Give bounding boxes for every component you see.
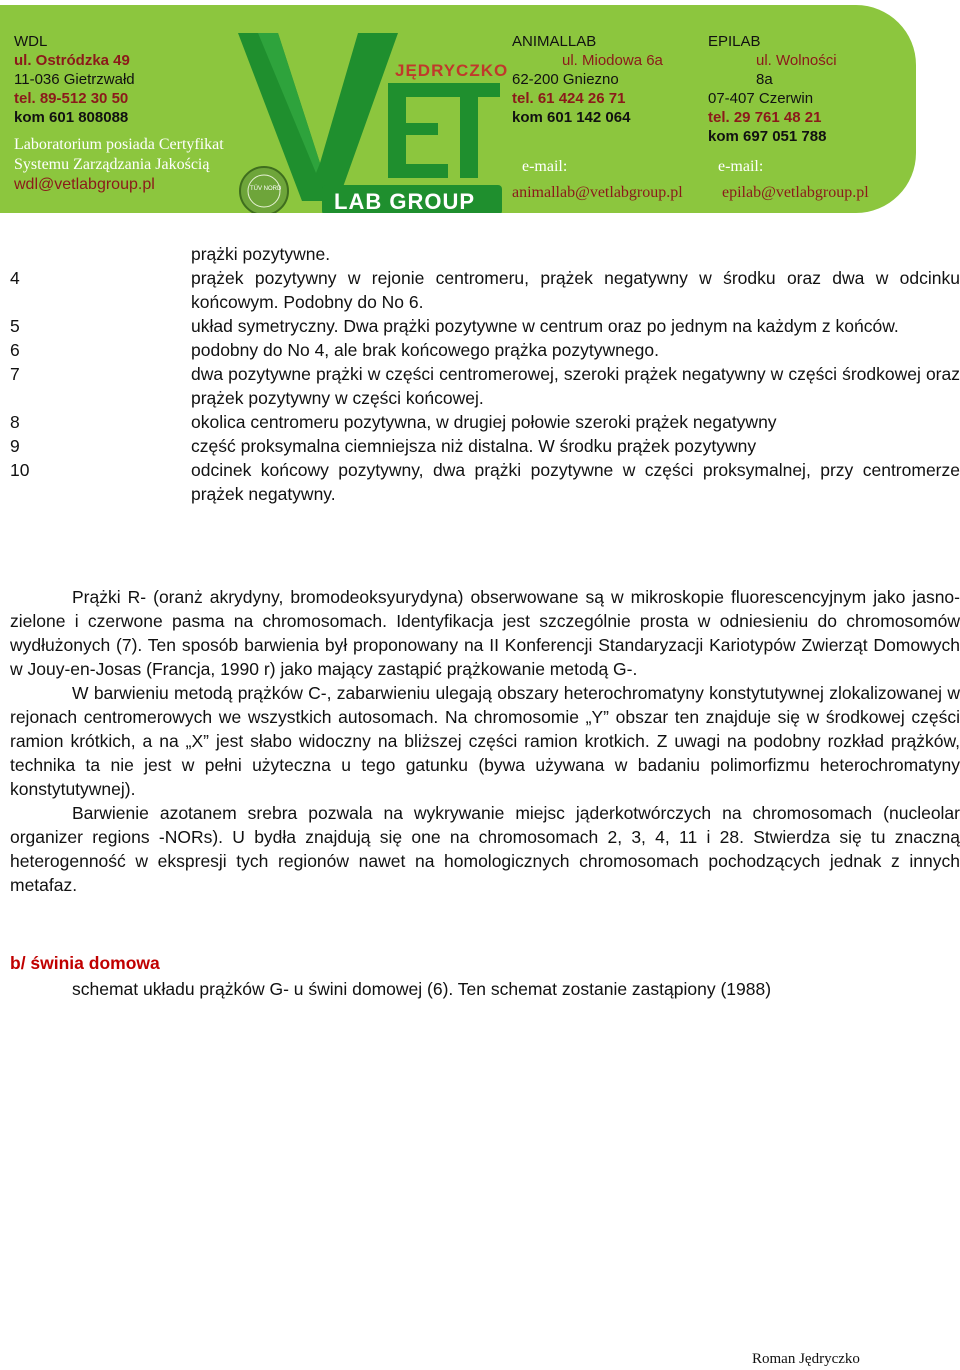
vet-lab-group-logo-graphic bbox=[238, 23, 508, 213]
wdl-email-link[interactable]: wdl@vetlabgroup.pl bbox=[14, 176, 155, 193]
list-item-number: 6 bbox=[10, 340, 20, 360]
list-item bbox=[0, 314, 960, 338]
section-intro-line: schemat układu prążków G- u świni domowej (6). Ten schemat zostanie zastąpiony (1988) bbox=[72, 979, 772, 999]
animallab-contact-block bbox=[512, 32, 683, 201]
epilab-city: 07-407 Czerwin bbox=[708, 90, 814, 107]
paragraph-c-banding: W barwieniu metodą prążków C-, zabarwieniu ulegają obszary heterochromatyny konstytutywnej zlokalizowanej w rejonach centromerowych we wszystkich autosomach. Na chromosomie „Y” obszar ten znajduje się w środkowej części ramion krótkich, a na „X” jest słabo widoczny na bliższej części ramion krotkich. Z uwagi na podobny rozkład prążków, technika ta nie jest w pełni użyteczna u tego gatunku (bywa używana w badaniu polimorfizmu heterochromatyny konstytutywnej). bbox=[10, 683, 960, 799]
wdl-kom: kom 601 808088 bbox=[14, 109, 129, 126]
list-item-number: 5 bbox=[10, 316, 20, 336]
list-item bbox=[0, 458, 960, 506]
list-item-text: prążek pozytywny w rejonie centromeru, prążek negatywny w środku oraz dwa w odcinku końcowym. Podobny do No 6. bbox=[191, 268, 960, 312]
list-item-text: podobny do No 4, ale brak końcowego prążka pozytywnego. bbox=[191, 340, 659, 360]
animallab-email-link[interactable]: animallab@vetlabgroup.pl bbox=[512, 184, 683, 201]
list-item-number: 9 bbox=[10, 436, 20, 456]
list-item-number: 7 bbox=[10, 364, 20, 384]
wdl-street: ul. Ostródzka 49 bbox=[14, 52, 130, 69]
certificate-line-1: Laboratorium posiada Certyfikat bbox=[14, 136, 224, 153]
wdl-name: WDL bbox=[14, 33, 48, 50]
wdl-city: 11-036 Gietrzwałd bbox=[14, 71, 135, 88]
logo-subtitle: LAB GROUP bbox=[334, 189, 475, 213]
vet-lab-group-logo bbox=[238, 23, 508, 213]
epilab-email-link[interactable]: epilab@vetlabgroup.pl bbox=[722, 184, 869, 201]
epilab-email-label: e-mail: bbox=[718, 158, 764, 175]
certificate-note bbox=[14, 135, 224, 175]
paragraph-silver-staining: Barwienie azotanem srebra pozwala na wykrywanie miejsc jąderkotwórczych na chromosomach (nucleolar organizer regions -NORs). U bydła znajdują się one na chromosomach 2, 3, 4, 11 i 28. Stwierdza się tu znaczną heterogenność w ekspresji tych regionów nawet na homologicznych chromosomach pochodzących jednak z innych metafaz. bbox=[10, 803, 960, 895]
list-item bbox=[0, 434, 960, 458]
animallab-email-label: e-mail: bbox=[522, 158, 568, 175]
list-item bbox=[0, 410, 960, 434]
animallab-city: 62-200 Gniezno bbox=[512, 71, 619, 88]
chromosome-description-list bbox=[0, 242, 960, 506]
epilab-kom: kom 697 051 788 bbox=[708, 128, 827, 145]
logo-brand-name: JĘDRYCZKO bbox=[395, 61, 509, 80]
epilab-name: EPILAB bbox=[708, 33, 761, 50]
letterhead-banner bbox=[0, 5, 916, 213]
animallab-street: ul. Miodowa 6a bbox=[562, 52, 663, 69]
author-signature: Roman Jędryczko bbox=[752, 1351, 860, 1367]
list-item-text: odcinek końcowy pozytywny, dwa prążki pozytywne w części proksymalnej, przy centromerze prążek negatywny. bbox=[191, 460, 960, 504]
list-item-text: układ symetryczny. Dwa prążki pozytywne w centrum oraz po jednym na każdym z końców. bbox=[191, 316, 899, 336]
wdl-tel: tel. 89-512 30 50 bbox=[14, 90, 129, 107]
epilab-number: 8a bbox=[756, 71, 773, 88]
animallab-tel: tel. 61 424 26 71 bbox=[512, 90, 626, 107]
list-item-text: część proksymalna ciemniejsza niż distalna. W środku prążek pozytywny bbox=[191, 436, 757, 456]
list-item-number: 4 bbox=[10, 268, 20, 288]
section-heading: b/ świnia domowa bbox=[10, 953, 160, 973]
animallab-kom: kom 601 142 064 bbox=[512, 109, 631, 126]
epilab-tel: tel. 29 761 48 21 bbox=[708, 109, 822, 126]
body-text bbox=[10, 585, 960, 897]
list-item bbox=[0, 338, 960, 362]
list-item-number: 8 bbox=[10, 412, 20, 432]
list-item bbox=[0, 362, 960, 410]
list-item-text: okolica centromeru pozytywna, w drugiej połowie szeroki prążek negatywny bbox=[191, 412, 777, 432]
list-item-number: 10 bbox=[10, 460, 30, 480]
paragraph-r-banding: Prążki R- (oranż akrydyny, bromodeoksyurydyna) obserwowane są w mikroskopie fluorescencyjnym jako jasno-zielone i czerwone pasma na chromosomach. Identyfikacja jest szczególnie prosta w odniesieniu do chromosomów wydłużonych (7). Ten sposób barwienia był proponowany na II Konferencji Standaryzacji Kariotypów Zwierząt Domowych w Jouy-en-Josas (Francja, 1990 r) jako mający zastąpić prążkowanie metodą G-. bbox=[10, 587, 960, 679]
certificate-line-2: Systemu Zarządzania Jakością bbox=[14, 156, 210, 173]
list-item bbox=[0, 242, 960, 266]
list-item-text: dwa pozytywne prążki w części centromerowej, szeroki prążek negatywny w części środkowej oraz prążek pozytywny w części końcowej. bbox=[191, 364, 960, 408]
list-item bbox=[0, 266, 960, 314]
animallab-name: ANIMALLAB bbox=[512, 33, 597, 50]
list-item-text: prążki pozytywne. bbox=[191, 244, 331, 264]
logo-seal-text: TÜV NORD bbox=[250, 186, 282, 192]
epilab-street: ul. Wolności bbox=[756, 52, 837, 69]
wdl-contact-block bbox=[14, 32, 224, 193]
epilab-contact-block bbox=[708, 32, 869, 201]
